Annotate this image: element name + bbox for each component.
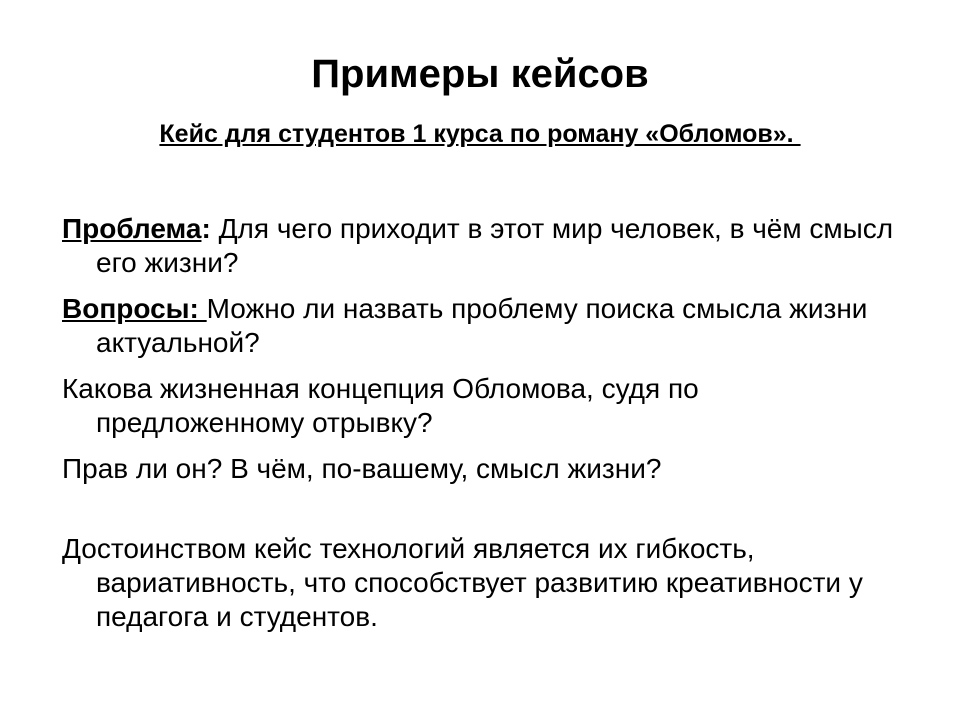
question-2-paragraph: Какова жизненная концепция Обломова, судя по предложенному отрывку? xyxy=(62,373,699,438)
slide-body xyxy=(62,212,902,646)
questions-paragraph xyxy=(62,292,902,360)
slide-title: Примеры кейсов xyxy=(311,52,649,96)
subtitle-text: Кейс для студентов 1 курса по роману «Обломов». xyxy=(159,120,801,148)
questions-label: Вопросы: xyxy=(62,293,207,324)
problem-label: Проблема xyxy=(62,213,202,244)
questions-text: Можно ли назвать проблему поиска смысла жизни актуальной? xyxy=(96,293,868,358)
problem-paragraph xyxy=(62,212,902,280)
problem-colon: : xyxy=(201,213,211,244)
problem-text: Для чего приходит в этот мир человек, в чём смысл его жизни? xyxy=(96,213,901,278)
slide-subtitle xyxy=(0,118,960,150)
question-3-paragraph: Прав ли он? В чём, по-вашему, смысл жизни? xyxy=(62,453,662,484)
conclusion-paragraph: Достоинством кейс технологий является их гибкость, вариативность, что способствует развитию креативности у педагога и студентов. xyxy=(62,533,879,632)
